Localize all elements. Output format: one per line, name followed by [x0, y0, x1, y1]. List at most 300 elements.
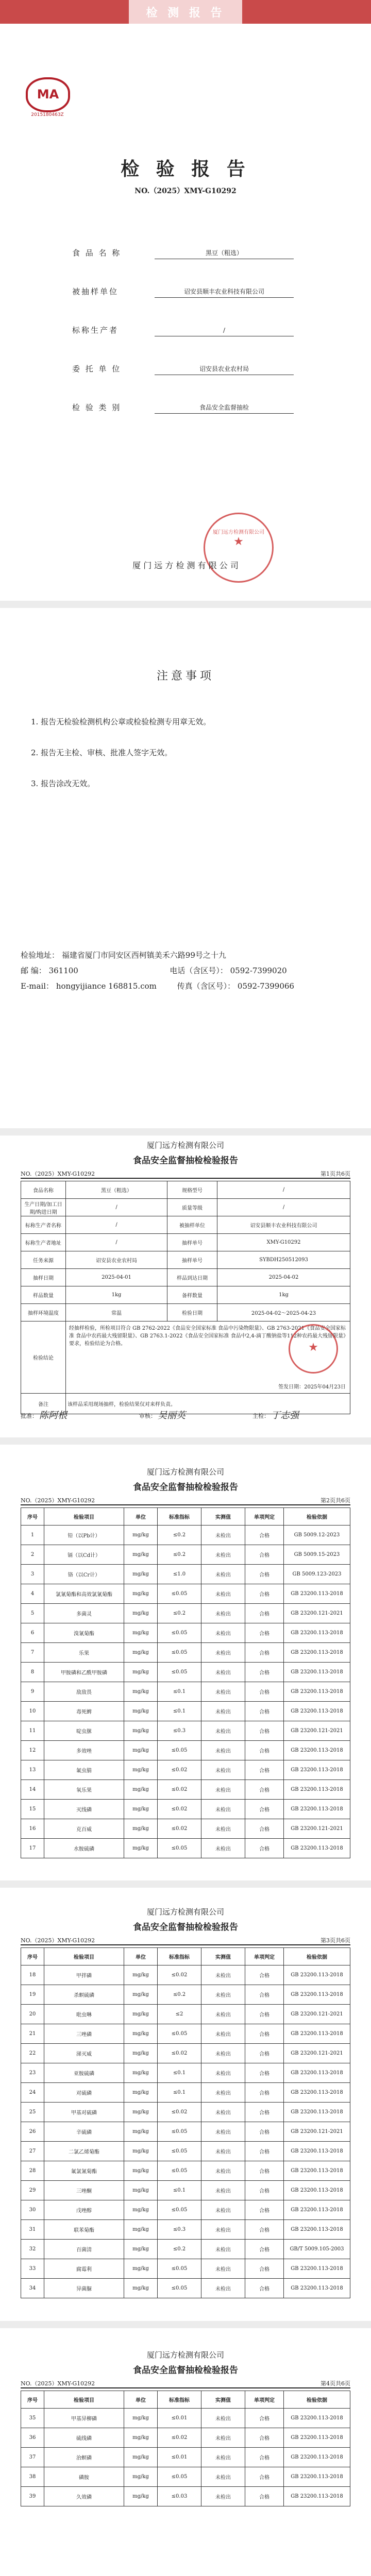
table-cell: mg/kg	[124, 2467, 158, 2487]
approve-label: 批准：	[21, 1413, 38, 1419]
table-cell: 合格	[245, 2063, 284, 2083]
table-cell: GB 23200.113-2018	[284, 2409, 350, 2428]
field-label: 标称生产者	[72, 326, 119, 335]
column-header: 检验项目	[44, 1508, 124, 1526]
table-row	[21, 1663, 350, 1682]
table-cell: GB 23200.113-2018	[284, 2467, 350, 2487]
info-label: 任务来源	[21, 1251, 66, 1269]
table-row	[21, 2467, 350, 2487]
table-cell: mg/kg	[124, 1604, 158, 1623]
table-cell: 23	[21, 2063, 44, 2083]
table-cell: 合格	[245, 2428, 284, 2448]
table-cell: 38	[21, 2467, 44, 2487]
issuer-name: 厦 门 远 方 检 测 有 限 公 司	[132, 561, 239, 570]
table-cell: ≤0.2	[158, 1604, 201, 1623]
table-cell: ≤0.2	[158, 1526, 201, 1545]
contact-address	[21, 950, 226, 960]
table-cell: 三唑磷	[44, 2024, 124, 2044]
review-label: 审核：	[139, 1413, 156, 1419]
table-cell: ≤0.02	[158, 2103, 201, 2122]
info-label: 样品数量	[21, 1286, 66, 1304]
table-cell: ≤0.05	[158, 2200, 201, 2220]
table-row	[21, 1682, 350, 1702]
table-cell: ≤0.02	[158, 2428, 201, 2448]
table-cell: GB 23200.113-2018	[284, 1965, 350, 1985]
table-cell: 25	[21, 2103, 44, 2122]
table-cell: 灭线磷	[44, 1800, 124, 1819]
phone-label: 电话（含区号）：	[170, 966, 228, 975]
column-header: 检验项目	[44, 1948, 124, 1965]
table-cell: 未检出	[201, 2259, 245, 2279]
conclusion-label: 检验结论	[21, 1321, 66, 1394]
table-cell: GB 23200.113-2018	[284, 2181, 350, 2200]
table-cell: 腐霉利	[44, 2259, 124, 2279]
table-row	[21, 1965, 350, 1985]
info-value: 黑豆（粗选）	[66, 1181, 167, 1199]
table-cell: 7	[21, 1643, 44, 1663]
remarks-text: 该样品采用现场抽样，检验结果仅对来样负责。	[66, 1394, 350, 1414]
field-label: 检 验 类 别	[72, 403, 122, 412]
table-cell: 三唑酮	[44, 2181, 124, 2200]
table-row	[21, 2161, 350, 2181]
table-cell: 铅（以Pb计）	[44, 1526, 124, 1545]
table-cell: ≤1.0	[158, 1565, 201, 1584]
table-cell: mg/kg	[124, 1780, 158, 1800]
table-cell: 未检出	[201, 2044, 245, 2063]
table-cell: 对硫磷	[44, 2083, 124, 2103]
table-cell: GB 23200.121-2021	[284, 2044, 350, 2063]
table-cell: 36	[21, 2428, 44, 2448]
info-value: 2025-04-02	[217, 1269, 350, 1286]
table-cell: GB/T 5009.105-2003	[284, 2240, 350, 2259]
table-cell: 26	[21, 2122, 44, 2142]
info-label: 标称生产者地址	[21, 1234, 66, 1251]
table-cell: 未检出	[201, 1780, 245, 1800]
table-cell: 未检出	[201, 2024, 245, 2044]
table-cell: mg/kg	[124, 2448, 158, 2467]
phone-value: 0592-7399020	[230, 966, 287, 975]
cover-page	[0, 0, 371, 598]
table-cell: 4	[21, 1584, 44, 1604]
table-cell: 未检出	[201, 1760, 245, 1780]
table-cell: 氟虫腈	[44, 1760, 124, 1780]
table-cell: 久效磷	[44, 2487, 124, 2506]
info-label: 质量等级	[167, 1199, 217, 1216]
table-cell: 未检出	[201, 1545, 245, 1565]
table-cell: 27	[21, 2142, 44, 2161]
table-cell: ≤0.1	[158, 2083, 201, 2103]
table-cell: 合格	[245, 2259, 284, 2279]
table-cell: 未检出	[201, 2279, 245, 2298]
results-table	[21, 2391, 350, 2506]
table-cell: mg/kg	[124, 2279, 158, 2298]
table-row	[21, 1985, 350, 2005]
table-cell: 合格	[245, 2279, 284, 2298]
table-cell: ≤0.02	[158, 1819, 201, 1839]
fax-value: 0592-7399066	[237, 981, 294, 991]
table-cell: 合格	[245, 2200, 284, 2220]
table-cell: 未检出	[201, 2448, 245, 2467]
field-value: 诏安县农业农村局	[155, 363, 294, 375]
cover-field-food-name	[72, 247, 309, 261]
table-cell: mg/kg	[124, 1526, 158, 1545]
table-cell: mg/kg	[124, 1643, 158, 1663]
report-no: NO.（2025）XMY-G10292	[21, 1497, 95, 1504]
table-cell: 合格	[245, 1800, 284, 1819]
table-cell: 合格	[245, 1819, 284, 1839]
table-cell: mg/kg	[124, 1760, 158, 1780]
table-cell: 39	[21, 2487, 44, 2506]
table-cell: ≤2	[158, 2005, 201, 2024]
report-name: 食品安全监督抽检检验报告	[133, 2365, 238, 2376]
email-label: E-mail：	[21, 981, 54, 991]
table-cell: 未检出	[201, 1839, 245, 1858]
table-cell: ≤0.02	[158, 1965, 201, 1985]
cma-number: 2015180463Z	[31, 112, 64, 117]
table-row	[21, 2200, 350, 2220]
table-row	[21, 1526, 350, 1545]
table-cell: 氟氯氰菊酯	[44, 2161, 124, 2181]
table-cell: 合格	[245, 2142, 284, 2161]
table-cell: 1	[21, 1526, 44, 1545]
table-cell: mg/kg	[124, 2044, 158, 2063]
info-value: /	[66, 1199, 167, 1216]
table-cell: mg/kg	[124, 2200, 158, 2220]
table-cell: 涕灭威	[44, 2044, 124, 2063]
table-cell: 多效唑	[44, 1741, 124, 1760]
table-cell: 19	[21, 1985, 44, 2005]
header-rule	[21, 2387, 350, 2388]
table-cell: 合格	[245, 1545, 284, 1565]
info-label: 抽样单号	[167, 1251, 217, 1269]
table-cell: ≤0.05	[158, 1623, 201, 1643]
field-label: 被抽样单位	[72, 287, 119, 296]
report-number: NO.（2025）XMY-G10292	[134, 187, 237, 195]
table-cell: ≤0.1	[158, 1702, 201, 1721]
review-signature: 吴丽英	[158, 1410, 185, 1421]
table-cell: 氯氰菊酯和高效氯氰菊酯	[44, 1584, 124, 1604]
table-cell: 乐果	[44, 1643, 124, 1663]
column-header: 单项判定	[245, 1508, 284, 1526]
info-value: 1kg	[217, 1286, 350, 1304]
table-cell: mg/kg	[124, 2220, 158, 2240]
table-cell: 合格	[245, 1985, 284, 2005]
table-row	[21, 2024, 350, 2044]
table-row	[21, 2083, 350, 2103]
table-cell: 合格	[245, 1604, 284, 1623]
table-cell: ≤0.02	[158, 1780, 201, 1800]
table-cell: 合格	[245, 1565, 284, 1584]
table-cell: 硫线磷	[44, 2428, 124, 2448]
table-row	[21, 1721, 350, 1741]
table-cell: ≤0.05	[158, 1584, 201, 1604]
table-cell: mg/kg	[124, 1565, 158, 1584]
table-cell: mg/kg	[124, 1741, 158, 1760]
table-cell: 8	[21, 1663, 44, 1682]
table-cell: GB 23200.113-2018	[284, 1780, 350, 1800]
table-cell: ≤0.2	[158, 1985, 201, 2005]
table-cell: ≤0.05	[158, 2024, 201, 2044]
table-cell: GB 5009.15-2023	[284, 1545, 350, 1565]
table-cell: 29	[21, 2181, 44, 2200]
table-cell: GB 23200.113-2018	[284, 1663, 350, 1682]
field-value: 黑豆（粗选）	[155, 247, 294, 259]
table-cell: 未检出	[201, 1565, 245, 1584]
table-cell: 未检出	[201, 2122, 245, 2142]
table-cell: 合格	[245, 2467, 284, 2487]
table-cell: mg/kg	[124, 2428, 158, 2448]
field-value: /	[155, 325, 294, 336]
table-cell: 合格	[245, 1965, 284, 1985]
table-cell: 镉（以Cd计）	[44, 1545, 124, 1565]
field-value: 食品安全监督抽检	[155, 402, 294, 414]
table-row	[21, 1623, 350, 1643]
lab-name: 厦门远方检测有限公司	[146, 1141, 224, 1150]
table-cell: GB 23200.113-2018	[284, 1643, 350, 1663]
table-cell: GB 23200.113-2018	[284, 2259, 350, 2279]
column-header: 标准指标	[158, 1948, 201, 1965]
header-rule	[21, 1178, 350, 1179]
table-row	[21, 2428, 350, 2448]
info-label: 样品到达日期	[167, 1269, 217, 1286]
page-separator	[0, 1880, 371, 1888]
table-cell: GB 23200.113-2018	[284, 1682, 350, 1702]
column-header: 单位	[124, 1948, 158, 1965]
table-cell: GB 23200.113-2018	[284, 2024, 350, 2044]
table-cell: mg/kg	[124, 1545, 158, 1565]
page-separator	[0, 1128, 371, 1136]
column-header: 单位	[124, 1508, 158, 1526]
banner-title: 检 测 报 告	[146, 6, 225, 20]
table-cell: GB 23200.113-2018	[284, 2083, 350, 2103]
table-cell: 合格	[245, 1780, 284, 1800]
fax-label: 传真（含区号）：	[177, 981, 235, 991]
info-value: 诏安县顺丰农业科技有限公司	[217, 1216, 350, 1234]
table-header-row	[21, 1508, 350, 1526]
table-cell: ≤0.05	[158, 2467, 201, 2487]
table-cell: 未检出	[201, 2063, 245, 2083]
table-row	[21, 1780, 350, 1800]
note-item: 1. 报告无检验检测机构公章或检验检测专用章无效。	[31, 717, 211, 726]
report-no: NO.（2025）XMY-G10292	[21, 1171, 95, 1177]
table-row	[21, 2259, 350, 2279]
table-cell: ≤0.01	[158, 2409, 201, 2428]
table-cell: 未检出	[201, 1584, 245, 1604]
header-rule	[21, 1504, 350, 1505]
table-cell: ≤0.05	[158, 2161, 201, 2181]
column-header: 检验依据	[284, 2391, 350, 2409]
table-cell: ≤0.2	[158, 1545, 201, 1565]
table-cell: GB 23200.113-2018	[284, 1741, 350, 1760]
table-cell: 合格	[245, 1702, 284, 1721]
seal-star-icon: ★	[308, 1341, 318, 1354]
table-cell: ≤0.05	[158, 1839, 201, 1858]
info-label: 生产日期/加工日期/购进日期	[21, 1199, 66, 1216]
table-row	[21, 2220, 350, 2240]
table-cell: 未检出	[201, 1721, 245, 1741]
table-cell: GB 23200.113-2018	[284, 2103, 350, 2122]
table-cell: mg/kg	[124, 1702, 158, 1721]
table-cell: 合格	[245, 2240, 284, 2259]
note-item: 3. 报告涂改无效。	[31, 779, 95, 788]
table-row	[21, 1839, 350, 1858]
page-label: 第1页共6页	[321, 1171, 350, 1177]
info-value: /	[66, 1216, 167, 1234]
info-value: /	[217, 1199, 350, 1216]
table-cell: mg/kg	[124, 2122, 158, 2142]
table-row	[21, 2181, 350, 2200]
table-row	[21, 2122, 350, 2142]
table-cell: 合格	[245, 2103, 284, 2122]
table-row	[21, 2103, 350, 2122]
table-cell: 未检出	[201, 1985, 245, 2005]
table-cell: 未检出	[201, 2428, 245, 2448]
conclusion-date: 签发日期：2025年04月23日	[278, 1384, 346, 1390]
table-cell: 合格	[245, 2448, 284, 2467]
table-cell: GB 23200.113-2018	[284, 1839, 350, 1858]
table-cell: GB 23200.113-2018	[284, 2200, 350, 2220]
table-cell: 未检出	[201, 2161, 245, 2181]
table-cell: 11	[21, 1721, 44, 1741]
contact-email-fax	[21, 980, 294, 991]
table-cell: 30	[21, 2200, 44, 2220]
table-cell: 百菌清	[44, 2240, 124, 2259]
table-cell: 6	[21, 1623, 44, 1643]
column-header: 实测值	[201, 1948, 245, 1965]
table-cell: mg/kg	[124, 2161, 158, 2181]
table-cell: 未检出	[201, 1741, 245, 1760]
table-cell: 未检出	[201, 1819, 245, 1839]
table-cell: ≤0.05	[158, 2142, 201, 2161]
table-cell: 克百威	[44, 1819, 124, 1839]
table-row	[21, 2279, 350, 2298]
table-cell: 甲拌磷	[44, 1965, 124, 1985]
table-cell: 甲胺磷和乙酰甲胺磷	[44, 1663, 124, 1682]
table-cell: mg/kg	[124, 1584, 158, 1604]
table-cell: ≤0.05	[158, 2259, 201, 2279]
table-cell: mg/kg	[124, 2142, 158, 2161]
page-separator	[0, 1437, 371, 1445]
table-cell: 合格	[245, 1623, 284, 1643]
page-label: 第4页共6页	[321, 2380, 350, 2387]
table-cell: 22	[21, 2044, 44, 2063]
table-cell: ≤0.05	[158, 1643, 201, 1663]
table-cell: 合格	[245, 2044, 284, 2063]
table-cell: ≤0.3	[158, 1721, 201, 1741]
info-value: SYBDH250512093	[217, 1251, 350, 1269]
table-cell: GB 23200.113-2018	[284, 2428, 350, 2448]
table-cell: 异菌脲	[44, 2279, 124, 2298]
cover-field-client	[72, 363, 309, 377]
table-cell: 合格	[245, 1584, 284, 1604]
table-row	[21, 2409, 350, 2428]
table-cell: 未检出	[201, 2240, 245, 2259]
info-value: 2025-04-01	[66, 1269, 167, 1286]
table-cell: 未检出	[201, 2487, 245, 2506]
table-cell: 21	[21, 2024, 44, 2044]
table-cell: mg/kg	[124, 2409, 158, 2428]
table-cell: ≤0.3	[158, 2220, 201, 2240]
table-row	[21, 1819, 350, 1839]
table-cell: 12	[21, 1741, 44, 1760]
info-label: 检验日期	[167, 1304, 217, 1321]
table-cell: 未检出	[201, 2083, 245, 2103]
table-cell: 水胺硫磷	[44, 1839, 124, 1858]
table-cell: ≤0.05	[158, 2122, 201, 2142]
table-cell: mg/kg	[124, 2083, 158, 2103]
table-cell: mg/kg	[124, 1819, 158, 1839]
table-cell: mg/kg	[124, 2005, 158, 2024]
notes-title: 注意事项	[156, 670, 214, 683]
table-cell: 未检出	[201, 1623, 245, 1643]
table-cell: 合格	[245, 1839, 284, 1858]
table-row	[21, 2448, 350, 2467]
table-cell: 10	[21, 1702, 44, 1721]
cover-field-sampled-unit	[72, 286, 309, 299]
table-cell: 33	[21, 2259, 44, 2279]
column-header: 标准指标	[158, 2391, 201, 2409]
table-cell: 未检出	[201, 2220, 245, 2240]
table-cell: 合格	[245, 2005, 284, 2024]
table-cell: ≤0.1	[158, 2063, 201, 2083]
table-cell: 辛硫磷	[44, 2122, 124, 2142]
table-row	[21, 1604, 350, 1623]
table-row	[21, 1584, 350, 1604]
table-cell: GB 23200.113-2018	[284, 1702, 350, 1721]
table-cell: 溴氰菊酯	[44, 1623, 124, 1643]
table-row	[21, 1702, 350, 1721]
table-cell: mg/kg	[124, 2024, 158, 2044]
table-cell: mg/kg	[124, 1965, 158, 1985]
table-cell: 杀螟硫磷	[44, 1985, 124, 2005]
table-cell: 未检出	[201, 1663, 245, 1682]
table-cell: 未检出	[201, 1965, 245, 1985]
table-cell: 31	[21, 2220, 44, 2240]
info-label: 被抽样单位	[167, 1216, 217, 1234]
table-row	[21, 2005, 350, 2024]
table-cell: ≤0.02	[158, 1760, 201, 1780]
table-row	[21, 2063, 350, 2083]
page-label: 第2页共6页	[321, 1497, 350, 1504]
info-label: 备样数量	[167, 1286, 217, 1304]
table-cell: GB 23200.121-2021	[284, 2122, 350, 2142]
column-header: 检验项目	[44, 2391, 124, 2409]
info-value: 2025-04-02～2025-04-23	[217, 1304, 350, 1321]
address-label: 检验地址：	[21, 951, 60, 960]
table-cell: GB 23200.113-2018	[284, 2142, 350, 2161]
cma-logo-icon: MA	[26, 77, 70, 112]
info-value: 诏安县农业农村局	[66, 1251, 167, 1269]
table-cell: mg/kg	[124, 1985, 158, 2005]
info-value: /	[66, 1234, 167, 1251]
column-header: 序号	[21, 2391, 44, 2409]
table-cell: 20	[21, 2005, 44, 2024]
page-separator	[0, 2321, 371, 2328]
table-row	[21, 2142, 350, 2161]
table-row	[21, 1800, 350, 1819]
results-table	[21, 1507, 350, 1858]
table-cell: GB 23200.113-2018	[284, 1584, 350, 1604]
table-header-row	[21, 1948, 350, 1965]
table-cell: 未检出	[201, 2142, 245, 2161]
table-cell: 未检出	[201, 1643, 245, 1663]
lab-name: 厦门远方检测有限公司	[146, 1907, 224, 1917]
table-cell: ≤0.02	[158, 1800, 201, 1819]
table-cell: 敌敌畏	[44, 1682, 124, 1702]
table-cell: 24	[21, 2083, 44, 2103]
company-seal	[204, 513, 274, 583]
table-cell: 未检出	[201, 2200, 245, 2220]
